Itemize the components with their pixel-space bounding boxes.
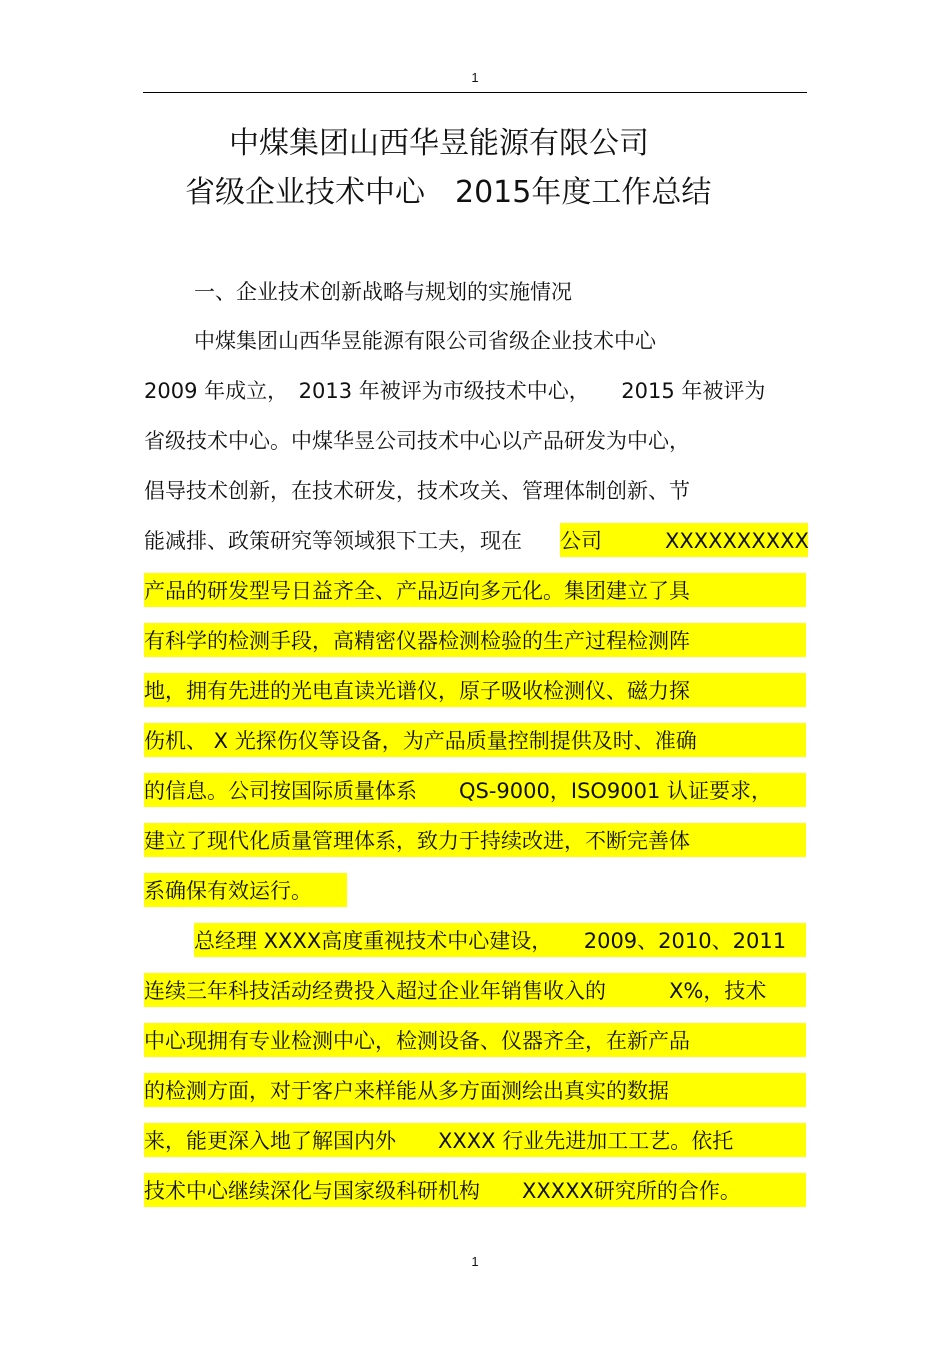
paragraph-2-line: 连续三年科技活动经费投入超过企业年销售收入的 X%，技术	[144, 979, 767, 1003]
paragraph-1-line: 系确保有效运行。	[144, 879, 312, 903]
paragraph-2-line: 技术中心继续深化与国家级科研机构 XXXXX研究所的合作。	[144, 1179, 741, 1203]
paragraph-1-line: 省级技术中心。中煤华昱公司技术中心以产品研发为中心，	[144, 429, 690, 453]
paragraph-1-line: 中煤集团山西华昱能源有限公司省级企业技术中心	[194, 329, 656, 353]
section-heading: 一、企业技术创新战略与规划的实施情况	[194, 280, 572, 304]
paragraph-1-line: 产品的研发型号日益齐全、产品迈向多元化。集团建立了具	[144, 579, 690, 603]
header-rule	[143, 92, 807, 93]
paragraph-1-line: 2009 年成立， 2013 年被评为市级技术中心， 2015 年被评为	[144, 379, 766, 403]
document-title-line-2: 省级企业技术中心 2015年度工作总结	[185, 175, 712, 210]
header-page-number: 1	[471, 70, 479, 85]
paragraph-1-line: 建立了现代化质量管理体系，致力于持续改进，不断完善体	[144, 829, 690, 853]
paragraph-2-line: 中心现拥有专业检测中心，检测设备、仪器齐全，在新产品	[144, 1029, 690, 1053]
paragraph-1-line: 伤机、 X 光探伤仪等设备，为产品质量控制提供及时、准确	[144, 729, 697, 753]
paragraph-1-line-highlighted: 公司 XXXXXXXXXX	[560, 529, 809, 553]
paragraph-1-line: 能减排、政策研究等领域狠下工夫，现在	[144, 529, 522, 553]
paragraph-1-line: 地，拥有先进的光电直读光谱仪，原子吸收检测仪、磁力探	[144, 679, 690, 703]
paragraph-1-line: 有科学的检测手段，高精密仪器检测检验的生产过程检测阵	[144, 629, 690, 653]
paragraph-1-line: 倡导技术创新，在技术研发，技术攻关、管理体制创新、节	[144, 479, 690, 503]
document-title-line-1: 中煤集团山西华昱能源有限公司	[229, 126, 649, 161]
paragraph-2-line: 来，能更深入地了解国内外 XXXX 行业先进加工工艺。依托	[144, 1129, 734, 1153]
paragraph-2-line: 总经理 XXXX高度重视技术中心建设， 2009、2010、2011	[194, 929, 787, 953]
paragraph-2-line: 的检测方面，对于客户来样能从多方面测绘出真实的数据	[144, 1079, 669, 1103]
paragraph-1-line: 的信息。公司按国际质量体系 QS-9000，ISO9001 认证要求，	[144, 779, 773, 803]
footer-page-number: 1	[471, 1254, 479, 1269]
